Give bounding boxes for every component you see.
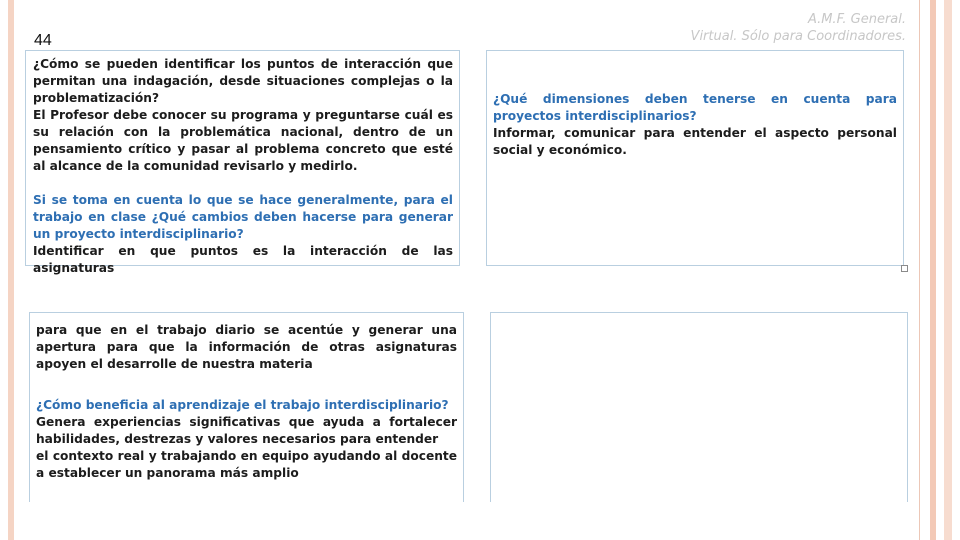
panel-top-left-text bbox=[33, 56, 453, 277]
answer-class-changes: Identificar en que puntos es la interacción de las asignaturas bbox=[33, 244, 453, 275]
question-class-changes: Si se toma en cuenta lo que se hace generalmente, para el trabajo en clase ¿Qué cambios deben hacerse para generar un proyecto interdisciplinario? bbox=[33, 193, 453, 241]
answer-interaction-points: El Profesor debe conocer su programa y preguntarse cuál es su relación con la problemática nacional, dentro de un pensamiento crítico y pasar al problema concreto que esté al alcance de la comunidad revisarlo y medirlo. bbox=[33, 108, 453, 173]
page-number: 44 bbox=[34, 32, 52, 49]
slide-header bbox=[691, 11, 906, 45]
panel-top-right-text bbox=[493, 91, 897, 159]
panel-top-left bbox=[25, 50, 460, 275]
right-decorative-stripe-outer bbox=[944, 0, 952, 540]
question-interaction-points: ¿Cómo se pueden identificar los puntos de interacción que permitan una indagación, desde situaciones complejas o la problematización? bbox=[33, 57, 453, 105]
answer-dimensions: Informar, comunicar para entender el aspecto personal social y económico. bbox=[493, 126, 897, 157]
right-decorative-line bbox=[919, 0, 920, 540]
answer-continuation: para que en el trabajo diario se acentúe y generar una apertura para que la información de otras asignaturas apoyen el desarrolle de nuestra materia bbox=[36, 323, 457, 371]
panel-bottom-right bbox=[490, 312, 908, 502]
header-line-2: Virtual. Sólo para Coordinadores. bbox=[690, 29, 906, 44]
question-learning-benefit: ¿Cómo beneficia al aprendizaje el trabajo interdisciplinario? bbox=[36, 398, 449, 412]
answer-learning-benefit-1: Genera experiencias significativas que ayuda a fortalecer habilidades, destrezas y valores necesarios para entender bbox=[36, 415, 457, 446]
left-decorative-stripe bbox=[8, 0, 14, 540]
panel-bottom-left bbox=[29, 312, 464, 502]
header-line-1: A.M.F. General. bbox=[807, 12, 906, 27]
panel-top-right bbox=[486, 50, 904, 266]
resize-handle[interactable] bbox=[901, 265, 908, 272]
question-dimensions: ¿Qué dimensiones deben tenerse en cuenta para proyectos interdisciplinarios? bbox=[493, 92, 897, 123]
right-decorative-stripe bbox=[930, 0, 936, 540]
panel-bottom-left-text bbox=[36, 322, 457, 482]
answer-learning-benefit-2: el contexto real y trabajando en equipo ayudando al docente a establecer un panorama más amplio bbox=[36, 449, 457, 480]
